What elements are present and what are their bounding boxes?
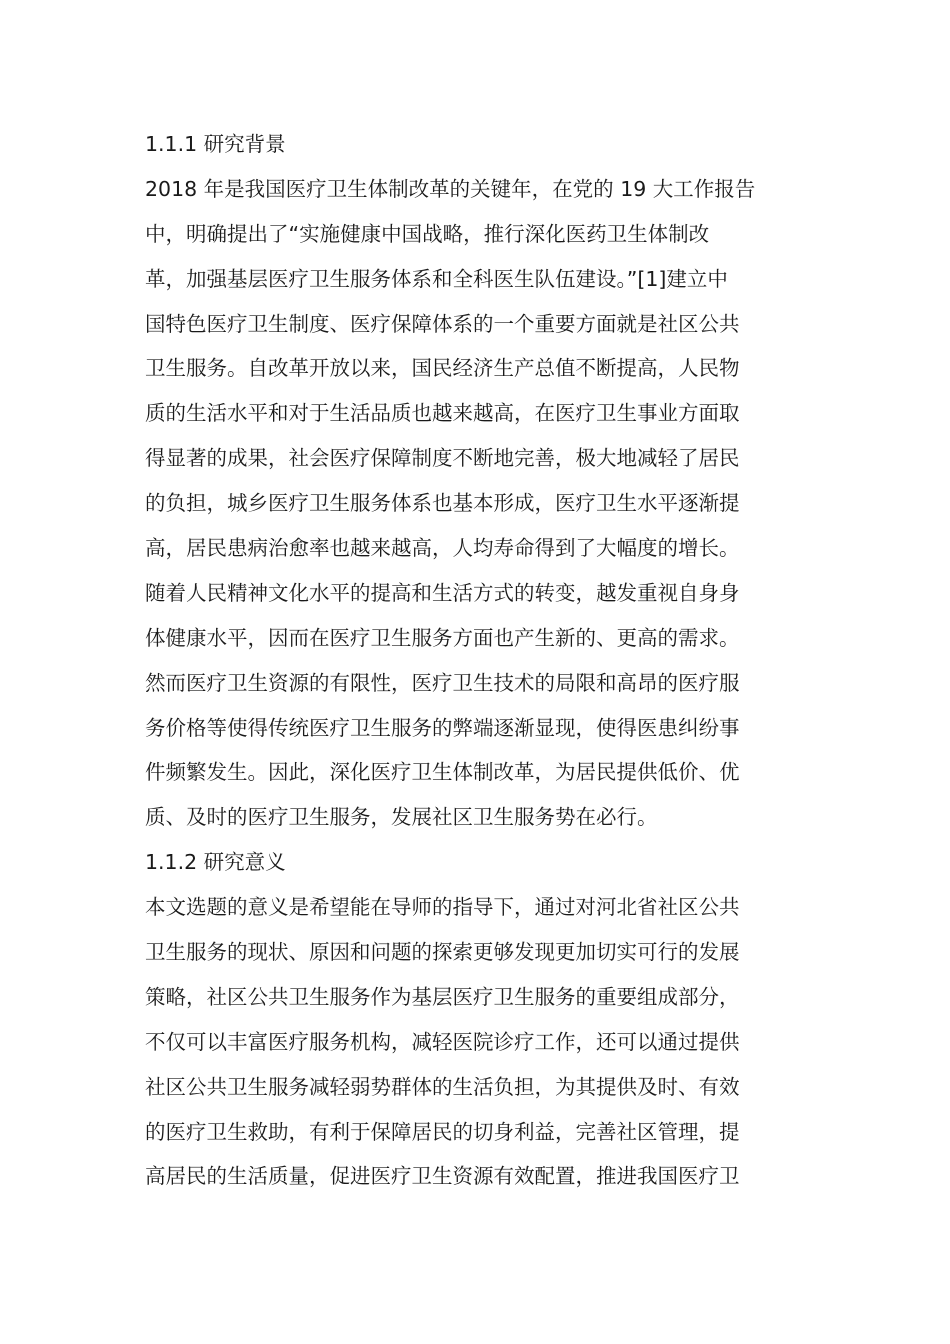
paragraph-line: 体健康水平，因而在医疗卫生服务方面也产生新的、更高的需求。 [145, 625, 740, 650]
section-heading-background: 1.1.1 研究背景 [145, 132, 286, 156]
paragraph-line: 2018 年是我国医疗卫生体制改革的关键年，在党的 19 大工作报告 [145, 176, 756, 201]
paragraph-line: 随着人民精神文化水平的提高和生活方式的转变，越发重视自身身 [145, 580, 740, 605]
paragraph-line: 高，居民患病治愈率也越来越高，人均寿命得到了大幅度的增长。 [145, 536, 740, 561]
paragraph-line: 策略，社区公共卫生服务作为基层医疗卫生服务的重要组成部分， [145, 984, 740, 1009]
section-heading-significance: 1.1.2 研究意义 [145, 850, 286, 875]
paragraph-line: 得显著的成果，社会医疗保障制度不断地完善，极大地减轻了居民 [145, 446, 740, 471]
paragraph-line: 不仅可以丰富医疗服务机构，减轻医院诊疗工作，还可以通过提供 [145, 1029, 740, 1054]
paragraph-line: 务价格等使得传统医疗卫生服务的弊端逐渐显现，使得医患纠纷事 [145, 715, 740, 740]
paragraph-line: 高居民的生活质量，促进医疗卫生资源有效配置，推进我国医疗卫 [145, 1164, 740, 1189]
paragraph-line: 社区公共卫生服务减轻弱势群体的生活负担，为其提供及时、有效 [145, 1074, 740, 1099]
paragraph-line: 然而医疗卫生资源的有限性，医疗卫生技术的局限和高昂的医疗服 [145, 670, 740, 695]
body-text [145, 122, 810, 1199]
paragraph-line: 卫生服务。自改革开放以来，国民经济生产总值不断提高，人民物 [145, 356, 740, 381]
paragraph-line: 中，明确提出了“实施健康中国战略，推行深化医药卫生体制改 [145, 221, 710, 246]
paragraph-line: 革，加强基层医疗卫生服务体系和全科医生队伍建设。”[1]建立中 [145, 266, 728, 291]
paragraph-line: 件频繁发生。因此，深化医疗卫生体制改革，为居民提供低价、优 [145, 760, 740, 785]
paragraph-line: 的负担，城乡医疗卫生服务体系也基本形成，医疗卫生水平逐渐提 [145, 491, 740, 516]
paragraph-line: 卫生服务的现状、原因和问题的探索更够发现更加切实可行的发展 [145, 940, 740, 965]
paragraph-line: 国特色医疗卫生制度、医疗保障体系的一个重要方面就是社区公共 [145, 311, 740, 336]
paragraph-line: 本文选题的意义是希望能在导师的指导下，通过对河北省社区公共 [145, 895, 740, 920]
paragraph-line: 的医疗卫生救助，有利于保障居民的切身利益，完善社区管理，提 [145, 1119, 740, 1144]
paragraph-line: 质、及时的医疗卫生服务，发展社区卫生服务势在必行。 [145, 805, 658, 830]
paragraph-line: 质的生活水平和对于生活品质也越来越高，在医疗卫生事业方面取 [145, 401, 740, 426]
